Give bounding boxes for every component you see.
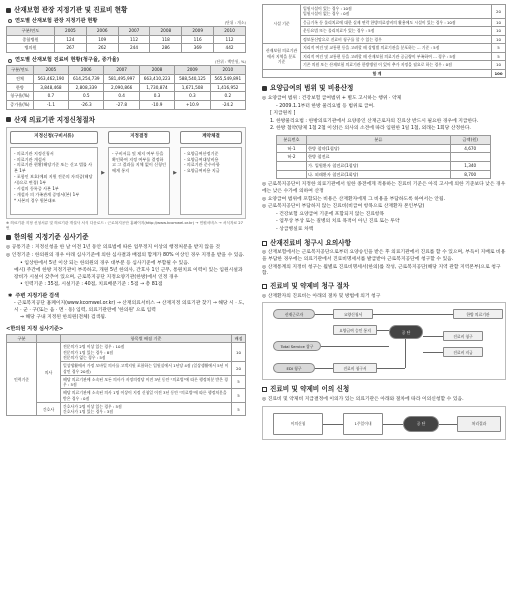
table-cell: 112	[214, 35, 246, 44]
table-cell: -1.1	[33, 100, 68, 109]
flow-item: - 의료기관 지정신청서	[14, 150, 54, 156]
table-row	[7, 402, 246, 416]
table-cell: 5	[492, 52, 506, 61]
table-cell: 지리적 여건 및 교통편 등을 고려할 때 상병별 의료기관을 분포하는 ... 기준 : 5점	[301, 44, 492, 53]
table-cell: 0.3	[175, 92, 210, 101]
table-cell: 의사	[37, 343, 61, 402]
table-cell: 0.4	[104, 92, 139, 101]
table-cell: 663,410,223	[139, 74, 174, 83]
table-header-cell: 2009	[182, 27, 214, 36]
table-row	[7, 35, 246, 44]
table-cell: 허-1	[277, 144, 307, 153]
node-within-week: 1주일이내	[343, 413, 383, 435]
table-cell: 허-2	[277, 153, 307, 162]
node-approval-notice: 요양급여 승인 통지	[333, 325, 377, 335]
paragraph: ◎ 인정기준 : 한의원의 경우 아래 심사기준에 의한 심사결과 배점의 합계가 80% 이상인 경우 지정을 받을 수 있음.	[6, 252, 245, 258]
criteria-table-continued	[262, 4, 506, 78]
paragraph: ◎ 산재통계의 지정비 청구는 월별로 진료비명세서(한의)를 작성, 근로복지공단(해당 지역 관할 지역본부)으로 청구함.	[262, 264, 501, 277]
section-heading: 산재보험 관장 지정기관 및 진료비 현황	[6, 6, 246, 15]
node-edi: EDI 청구	[273, 363, 315, 373]
claim-process-diagram	[262, 302, 506, 380]
square-icon	[262, 86, 267, 91]
table-cell: 262	[86, 44, 118, 53]
table-cell: 10	[492, 27, 506, 36]
node-application: 요양신청서	[333, 309, 373, 319]
table-header-cell: 2008	[150, 27, 182, 36]
criteria-table: 구분 항목별 배점 기준 배점 인력기준 의사 전문의가 2명 이상 있는 경우 : 10점 전문의가 1명 있는 경우 : 8점 전문의가 없는 경우 : 5점 10 일상생활에서 가정 모바일 의사를 고객지원 포함하는 입원실에서 1년당 4점 (일상생활에서 5년 이상인 경우 20점) 20 해당 의료기관에 소속된 모든 의사가 지정의정당 이전 3년 동안 "의료법"에 따른 행정처분 받은 경우 : 5점 5 해당 의료기관에 소속된 의사 1명 이상이 지정 신청일 이전 3년 동안 "의료법"에 따른 행정처분을 받은 경우 : 0점 5 간호사 간호사가 2명 이상 있는 경우 : 5점 간호사가 1명 있는 경우 : 3점 5	[6, 334, 246, 417]
connector	[323, 424, 343, 425]
flow-item: - 요양급여비용 지급	[184, 168, 220, 174]
paragraph: • 인력기준 : 35점, 시설기준 : 40점, 치료배분기준 : 5점 → 총 81점	[20, 282, 163, 288]
table-cell: 0.7	[33, 92, 68, 101]
table-cell: 10	[492, 35, 506, 44]
cost-table	[6, 65, 246, 109]
table-cell: 1,671,508	[175, 83, 210, 92]
table-cell: 20	[492, 5, 506, 19]
paragraph: ◎ 요양급여 범위에 포함되는 비용은 산재환자에게 그 비용을 부담하도록 하여서는 안됨.	[262, 196, 446, 202]
node-clinic: 한방 의료기관	[453, 309, 503, 319]
table-cell: 합 계	[263, 69, 492, 78]
table-cell: 지리적 여건 및 교통편 등을 고려할 때 산재보험 의료기관 공급량이 부족하여 ... 경우 : 5점	[301, 52, 492, 61]
node-claim-form: 진료비 청구서	[333, 363, 377, 373]
paragraph: 2. 한방 첩약(탕제 1첩 2첩 이상)은 의사의 소견에 따라 입원한 1일 1첩, 외래는 1회당 산정한다.	[270, 126, 471, 132]
table-header-cell: 2008	[139, 66, 174, 75]
appeal-process-diagram	[262, 406, 506, 440]
table-header-cell: 2010	[214, 27, 246, 36]
node-result: 처리결과	[457, 416, 501, 432]
table-row	[277, 144, 491, 153]
node-total-service: Total Service 창구	[273, 341, 321, 351]
flow-step-decision: 지정결정 - 구비서류 및 제저 여부 등을 확인하여 지정 여부를 결정하고 그 결과를 지체 없이 신청인에게 통지	[108, 131, 170, 215]
connector	[423, 336, 443, 337]
table-cell	[450, 153, 490, 162]
section-heading: 한의원 지정기준 심사기준	[6, 233, 246, 242]
table-cell: 588,540,125	[175, 74, 210, 83]
table-header-cell: 2007	[118, 27, 150, 36]
table-cell: 369	[182, 44, 214, 53]
connector	[377, 368, 405, 369]
table-cell: -27.8	[104, 100, 139, 109]
table-cell: 기존 의원 또는 산재보험 의료기관 한방병원 이 있어 추가 지정을 필요로 하는 경우 : 0점	[301, 61, 492, 70]
flow-item: - 의료기관 개설서	[14, 156, 46, 162]
table-cell: 10	[232, 343, 246, 362]
table-cell: 244	[118, 44, 150, 53]
flow-item: - 시설의 등록증 사본 1부	[14, 186, 59, 192]
connector	[321, 346, 389, 347]
table-header-cell: 2007	[104, 66, 139, 75]
table-cell: 2,808,339	[69, 83, 104, 92]
table-cell: 해당 의료기관에 소속된 의사 1명 이상이 지정 신청일 이전 3년 동안 "의료법"에 따른 행정처분을 받은 경우 : 0점	[61, 389, 232, 403]
table-cell: 581,495,997	[104, 74, 139, 83]
node-worker: 산재근로자	[273, 309, 315, 319]
node-agency: 공 단	[403, 416, 439, 432]
connector	[377, 330, 389, 331]
paragraph: - 2009.1.1부터 한방 물리요법 등 범위로 급여.	[276, 103, 375, 109]
table-cell: 청구율(%)	[7, 92, 34, 101]
table-cell: 운동요법 또는 물리치료가 있는 경우 : 5점	[301, 27, 492, 36]
flow-item: * 사본의 경우 원본대조	[14, 198, 56, 203]
table-header-cell: 2005	[54, 27, 86, 36]
right-column	[258, 0, 510, 600]
table-cell: 간호사가 2명 이상 있는 경우 : 5점 간호사가 1명 있는 경우 : 3점	[61, 402, 232, 416]
connector	[315, 368, 333, 369]
table-row	[263, 69, 506, 78]
table-caption: <한의원 지정 심사기준>	[6, 325, 64, 332]
subheading: ✱ 주변 지정기관 검색	[8, 292, 60, 299]
table-cell: 442	[214, 44, 246, 53]
table-row	[277, 161, 491, 170]
paragraph: 예시) 주간에 한방 지정기관이 부족하고, 개원 5년 한의사, 간호사 1인 근무, 통원치료 이력이 있는 입원시설과 장비가 시설이 갖추어 있으며, 근로복지공단 지정요양기관(한방)에서 인정 경우	[14, 268, 243, 280]
table-cell: 해당 의료기관에 소속된 모든 의사가 지정의정당 이전 3년 동안 "의료법"에 따른 행정처분 받은 경우 : 5점	[61, 375, 232, 389]
flow-item: - 포함인 보호(예외 지원 전문의 자격증(해당시)으로 변경) 1부	[14, 174, 93, 186]
table-cell: 나. 외래환자 첩전료(1회당)	[307, 170, 451, 179]
subheading: 연도별 산재보험 진료비 현황(청구율, 증가율)	[8, 57, 246, 64]
paragraph: - 상급병실료 차액	[276, 226, 314, 232]
table-cell: 일상생활에서 가정 모바일 의사를 고객지원 포함하는 입원실에서 1년당 4점 (일상생활에서 5년 이상인 경우 20점)	[61, 362, 232, 376]
table-cell: 시설 기준	[263, 5, 301, 44]
paragraph: ◎ 산재환자의 진료비는 아래의 절차 및 방법에 의거 청구	[262, 293, 381, 299]
square-icon	[6, 8, 11, 13]
paragraph: ◎ 요양급여 범위 : 건강보험 급여범위 + 별도 고시하는 행위 · 약제	[262, 95, 402, 101]
table-cell: 병의원	[7, 44, 55, 53]
left-column	[0, 0, 250, 600]
table-cell: 5	[232, 402, 246, 416]
connector	[315, 314, 333, 315]
facility-table	[6, 26, 246, 53]
table-cell: 1,340	[450, 161, 490, 170]
table-row	[277, 170, 491, 179]
table-cell: 2,090,866	[104, 83, 139, 92]
table-header-cell: 2010	[210, 66, 245, 75]
table-cell: 563,462,190	[33, 74, 68, 83]
table-row	[263, 44, 506, 53]
arrow-right-icon: ▶	[173, 170, 177, 177]
footnote: ※ 의료기관 지정 신청서류 및 의료기관 개설사 서식 다운로드 : 근로복지공단 홈페이지(http://www.kcomwel.or.kr) → 민원서비스 → 서식자료 27번	[6, 221, 243, 231]
circle-icon	[8, 59, 12, 63]
table-header-cell: 2006	[69, 66, 104, 75]
section-heading: 진료비 및 약제비 청구 절차	[262, 282, 506, 291]
paragraph: ◎ 공통기준 : 지정신청을 한 날 이전 1년 동안 의료법에 따른 업무정지 이상의 행정처분을 받지 않을 것	[6, 245, 220, 251]
table-cell: 100	[492, 69, 506, 78]
table-cell: 전문의가 2명 이상 있는 경우 : 10점 전문의가 1명 있는 경우 : 8점 전문의가 없는 경우 : 5점	[61, 343, 232, 362]
table-cell: -26.3	[69, 100, 104, 109]
table-cell: 간호사	[37, 402, 61, 416]
table-row	[7, 44, 246, 53]
table-cell: 0.3	[139, 92, 174, 101]
flow-item: - 의료기관 현황(해당기준 또는 신고 법률 사본 1부	[14, 162, 93, 174]
section-heading: 요양급여의 범위 및 비용산정	[262, 84, 506, 93]
unit-label: (단위 : 백만원, %)	[214, 59, 246, 65]
section-heading: 산재진료비 청구시 요의사항	[262, 239, 506, 248]
table-cell: 614,254,739	[69, 74, 104, 83]
connector	[405, 339, 406, 368]
table-cell: 5	[492, 44, 506, 53]
table-cell: 5	[232, 389, 246, 403]
table-row	[7, 343, 246, 362]
table-cell: +10.9	[175, 100, 210, 109]
table-cell: 124	[54, 35, 86, 44]
flow-step-contract: 계약체결 - 요양급여산정기준 - 요양급여대상비용 - 의료기관 준수사항 - 요양급여비용 지급	[180, 131, 242, 215]
paragraph: - 건강보험 요양급여 기준에 포함되지 않는 진료항목	[276, 211, 385, 217]
paragraph: ◎ 근로복지공단이 지정한 의료기관에서 일한 종전에게 적용하는 진료비 기준은 아직 고시에 의한 기준보다 낮은 경우에는 낮은 수가에 의하여 산정	[262, 182, 506, 194]
table-header-cell: 2006	[86, 27, 118, 36]
table-cell: 증가율(%)	[7, 100, 34, 109]
table-cell: 8,700	[450, 170, 490, 179]
table-row	[7, 74, 246, 83]
subheading: 연도별 산재보험 관장 지정기관 현황	[8, 18, 246, 25]
table-cell: 산재보험 의료기관에서 지역을 분포 기준	[263, 44, 301, 70]
table-cell: 10	[492, 61, 506, 70]
application-flow	[6, 127, 246, 219]
table-cell: 112	[118, 35, 150, 44]
table-row	[7, 83, 246, 92]
flow-item: - 요양급여대상비용	[184, 156, 219, 162]
table-cell: 종합병원	[7, 35, 55, 44]
node-payment: 진료비 지급	[443, 347, 483, 357]
paragraph: - 업무상 부상 또는 질병의 치료 목적이 아닌 진료 또는 투약	[276, 219, 400, 225]
table-cell: 전체	[7, 74, 34, 83]
table-cell: 267	[54, 44, 86, 53]
table-cell: 1,730,874	[139, 83, 174, 92]
table-cell: 가. 입원환자 첩전료(1첩당)	[307, 161, 451, 170]
flow-item: - 요양급여산정기준	[184, 150, 219, 156]
table-cell: 5	[232, 375, 246, 389]
table-cell: 인력기준	[7, 343, 37, 416]
connector	[383, 424, 403, 425]
table-cell: 0.5	[69, 92, 104, 101]
connector	[439, 424, 457, 425]
table-cell: -24.2	[210, 100, 245, 109]
table-cell: -10.9	[139, 100, 174, 109]
paragraph: ◎ 산재보험에서는 근로복지공단으로부터 요양승인을 받은 후 의료기관에서 진료를 할 수 있으며, 부득이 지배로 비용을 부담한 경우에는 의료기관에서 진료비명세서를 발급받아 근로복지공단에 청구할 수 있음.	[262, 250, 506, 263]
checkbox-icon	[262, 387, 267, 392]
table-cell: 10	[492, 18, 506, 27]
table-cell: 118	[150, 35, 182, 44]
flow-item: - 개설자 의 가족관계 증명서(본) 1부	[14, 192, 80, 198]
table-row	[263, 5, 506, 19]
table-cell: 응급기록 등 물리치료에 대한 실제 연락 한방의료장비의 활용에도 시설이 있는 경우 : 10점	[301, 18, 492, 27]
herbal-fee-table: 분류번호 분류 금액(원) 허-1 한방 첩약(1첩당) 4,670 허-2 한방 첩전료 가. 입원환자 첩전료(1첩당) 1,340 나. 외래환자 첩전료(1회당) 8,700	[276, 135, 491, 179]
node-claim: 진료비 청구	[443, 331, 483, 341]
table-cell: 정보통신망으로 진료비 청구를 할 수 있는 경우	[301, 35, 492, 44]
table-cell: 565,549,891	[210, 74, 245, 83]
paragraph: ⇒ 해당 구내 지정된 한의원(전체) 검색됨.	[20, 315, 107, 321]
table-cell: 입원시설이 있는 경우 : 10점 입원시설이 없는 경우 : 0점	[301, 5, 492, 19]
section-heading: 진료비 및 약제비 이의 신청	[262, 385, 506, 394]
table-row	[7, 100, 246, 109]
table-cell: 3,848,468	[33, 83, 68, 92]
table-cell	[277, 161, 307, 170]
arrow-right-icon: ▶	[101, 170, 105, 177]
star-icon: ✱	[8, 292, 13, 299]
paragraph: [ 지급원칙 ]	[270, 111, 296, 117]
paragraph: 1. 한방물리요법 : 한방의료기관에서 요양중인 산재근로자의 진료상 반드시 필요한 경우에 지급한다.	[270, 118, 479, 124]
section-heading: 산재 의료기관 지정신청절차	[6, 116, 246, 125]
table-header-cell: 구분/연도	[7, 66, 34, 75]
paragraph: • 입상한에서 5년 이상 되는 한의원의 경우 대부분 등 심사기준에 부합될 수 있음.	[20, 260, 190, 266]
table-cell: 0.2	[210, 92, 245, 101]
connector	[373, 314, 453, 315]
table-cell: 한방 첩약(1첩당)	[307, 144, 451, 153]
paragraph: ◎ 근로복지공단이 부담하지 않는 진료비(비급여 항목으로 산재환자 본인부담)	[262, 204, 425, 210]
table-cell: 286	[150, 44, 182, 53]
table-cell: 4,670	[450, 144, 490, 153]
node-agency: 공 단	[389, 325, 423, 339]
paragraph: ◎ 진료비 및 약제비 지급결정에 이의가 있는 의료기관은 아래와 절차에 따라 이의신청할 수 있음.	[262, 397, 464, 403]
connector	[423, 352, 443, 353]
checkbox-icon	[262, 241, 267, 246]
table-cell: 1,416,952	[210, 83, 245, 92]
table-cell: 한방 첩전료	[307, 153, 451, 162]
table-header-cell: 2009	[175, 66, 210, 75]
flow-step-apply: 지정신청(구비서류) - 의료기관 지정신청서 - 의료기관 개설서 - 의료기관 현황(해당기준 또는 신고 법률 사본 1부 - 포함인 보호(예외 지원 전문의 자격증(해당시)으로 변경) 1부 - 시설의 등록증 사본 1부 - 개설자 의 가족관계 증명서(본) 1부 * 사본의 경우 원본대조	[10, 131, 98, 215]
table-row	[277, 153, 491, 162]
paragraph: - 근로복지공단 홈페이지(www.kcomwel.or.kr) → 산재의료서비스 → 산재지정 의료기관 찾기 → 해당 시 · 도, 시 · 군 · 구(또는 읍 · 면 · 동) 입력, 의료기관란에 '한의원' 으로 입력	[14, 300, 245, 313]
table-cell	[277, 170, 307, 179]
node-appeal: 이의신청	[273, 413, 323, 435]
table-header-cell: 2005	[33, 66, 68, 75]
table-cell: 116	[182, 35, 214, 44]
table-header-cell: 구분/연도	[7, 27, 55, 36]
square-icon	[6, 117, 11, 122]
flow-item: - 구비서류 및 제저 여부 등을 확인하여 지정 여부를 결정하고 그 결과를 지체 없이 신청인에게 통지	[112, 150, 166, 174]
flow-item: - 의료기관 준수사항	[184, 162, 220, 168]
square-icon	[6, 235, 11, 240]
table-cell: 한방	[7, 83, 34, 92]
table-row	[7, 92, 246, 101]
checkbox-icon	[262, 284, 267, 289]
table-cell: 109	[86, 35, 118, 44]
unit-label: (단위 : 개소)	[224, 19, 246, 25]
table-cell: 20	[232, 362, 246, 376]
